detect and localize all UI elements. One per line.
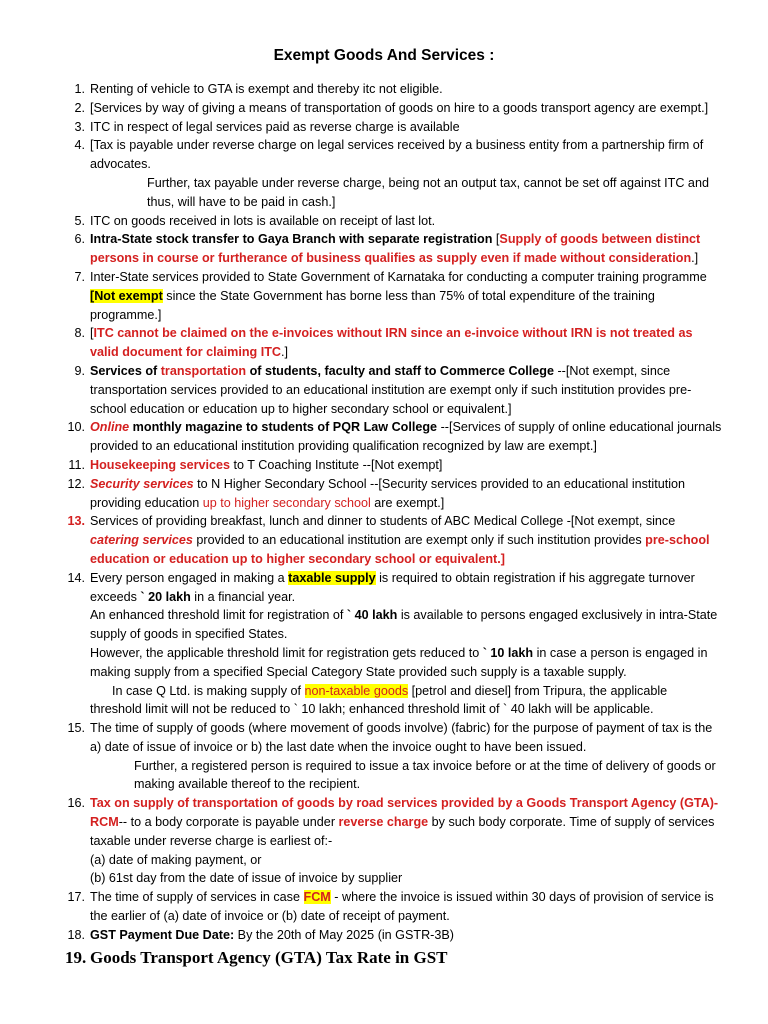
item-number: 15. — [67, 721, 85, 736]
text-span: By the 20th of May 2025 (in GSTR-3B) — [234, 927, 454, 942]
text-span: The time of supply of services in case — [90, 890, 304, 905]
list-item — [0, 888, 768, 926]
list-item — [0, 475, 768, 513]
list-item — [0, 268, 768, 324]
item-number: 5. — [74, 213, 85, 228]
red-italic-text: Security services — [90, 476, 194, 491]
item-paragraph: Further, a registered person is required to issue a tax invoice before or at the time of delivery of goods or making available thereof to the recipient. — [134, 758, 716, 792]
text-span: by such body corporate. Time of supply of services taxable under reverse charge is earliest of:- — [90, 815, 715, 848]
item-number: 7. — [74, 269, 85, 284]
item-text: ITC on goods received in lots is available on receipt of last lot. — [90, 213, 436, 228]
list-item — [0, 569, 768, 719]
text-span: An enhanced threshold limit for registration of — [90, 608, 347, 623]
text-span: in a financial year. — [190, 589, 296, 604]
text-span: provided to an educational institution are exempt only if such institution provides — [192, 533, 646, 548]
item-heading: Goods Transport Agency (GTA) Tax Rate in GST — [90, 947, 448, 967]
item-paragraph: [Tax is payable under reverse charge on legal services received by a business entity from a partnership firm of advocates. — [90, 138, 704, 172]
item-number: 8. — [74, 326, 85, 341]
item-number: 12. — [67, 476, 85, 491]
highlighted-text: non-taxable goods — [304, 683, 409, 698]
item-number: 17. — [67, 890, 85, 905]
text-span: .] — [281, 345, 289, 360]
text-span: --[Not exempt, since transportation services provided to an educational institution are exempt only if such institution provides pre-school education or education up to higher secondary school or equivalent.] — [90, 363, 692, 416]
text-span: Inter-State services provided to State Government of Karnataka for conducting a computer training programme — [90, 269, 707, 284]
list-item-heading — [0, 947, 768, 969]
text-span: are exempt.] — [370, 495, 445, 510]
list-item — [0, 456, 768, 475]
item-text — [90, 794, 722, 888]
item-number: 19. — [65, 947, 87, 967]
list-item — [0, 324, 768, 362]
item-paragraph — [90, 569, 722, 607]
text-span: .] — [691, 251, 699, 266]
item-paragraph: Further, tax payable under reverse charge, being not an output tax, cannot be set off against ITC and thus, will have to be paid in cash.] — [147, 175, 709, 209]
item-paragraph — [90, 682, 722, 720]
list-item — [0, 512, 768, 568]
item-text — [90, 475, 722, 513]
text-span: is available to persons engaged exclusively in intra-State supply of goods in specified States. — [90, 608, 718, 642]
item-paragraph: (a) date of making payment, or — [90, 852, 262, 867]
item-paragraph — [90, 606, 722, 644]
bold-text: ` 40 lakh — [346, 608, 398, 623]
red-bold-text: Supply of goods between distinct persons in course or furtherance of business qualifies as supply even if made without consideration — [90, 232, 701, 266]
text-span: Every person engaged in making a — [90, 570, 289, 585]
bold-text: monthly magazine to students of PQR Law College — [129, 420, 438, 435]
list-item — [0, 418, 768, 456]
list-item — [0, 80, 768, 99]
item-number: 3. — [74, 119, 85, 134]
item-text: ITC in respect of legal services paid as reverse charge is available — [90, 119, 460, 134]
text-span: in case a person is engaged in making supply from a specified Special Category State provided such supply is a taxable supply. — [90, 645, 708, 679]
item-paragraph: The time of supply of goods (where movement of goods involve) (fabric) for the purpose of payment of tax is the a) date of issue of invoice or b) the last date when the invoice ought to have been issued. — [90, 721, 713, 754]
bold-text: of students, faculty and staff to Commerce College — [246, 363, 554, 378]
text-span: since the State Government has borne less than 75% of total expenditure of the training programme.] — [90, 288, 655, 322]
text-span: --[Services of supply of online educational journals provided to an educational institution providing qualification recognized by law are exempt.] — [90, 420, 722, 454]
text-span: - where the invoice is issued within 30 days of provision of service is the earlier of (a) date of invoice or (b) date of receipt of payment. — [90, 890, 714, 924]
text-span: However, the applicable threshold limit for registration gets reduced to — [90, 645, 483, 660]
text-span: is required to obtain registration if his aggregate turnover exceeds — [90, 570, 695, 604]
bold-text: Services of — [90, 363, 161, 378]
item-paragraph — [90, 644, 722, 682]
red-bold-text: pre-school education or education up to higher secondary school or equivalent.] — [90, 533, 710, 566]
item-number: 16. — [67, 796, 85, 811]
bold-text: ` 10 lakh — [482, 645, 534, 660]
bold-text: GST Payment Due Date: — [90, 927, 235, 942]
item-text — [90, 268, 722, 324]
bold-text: ` 20 lakh — [140, 589, 191, 604]
list-item — [0, 719, 768, 794]
item-number: 18. — [67, 927, 85, 942]
item-text: [Services by way of giving a means of transportation of goods on hire to a goods transport agency are exempt.] — [90, 100, 709, 115]
item-number: 9. — [74, 363, 85, 378]
text-span: [petrol and diesel] from Tripura, the applicable threshold limit will not be reduced to ` 10 lakh; enhanced threshold limit of ` 40 lakh will be applicable. — [90, 683, 668, 717]
text-span: [ — [90, 326, 94, 341]
item-paragraph — [90, 794, 722, 850]
red-text: up to higher secondary school — [202, 495, 371, 510]
page-title: Exempt Goods And Services : — [273, 47, 495, 64]
list-item — [0, 926, 768, 945]
bold-text: Intra-State stock transfer to Gaya Branch with separate registration — [90, 232, 493, 247]
list-item — [0, 212, 768, 231]
red-bold-text: reverse charge — [338, 815, 429, 830]
highlighted-text: FCM — [303, 890, 331, 905]
item-number: 2. — [74, 100, 85, 115]
list-item — [0, 362, 768, 418]
item-text — [90, 569, 722, 719]
list-item — [0, 99, 768, 118]
list-item — [0, 118, 768, 137]
text-span: In case Q Ltd. is making supply of — [112, 683, 305, 698]
item-number: 6. — [74, 232, 85, 247]
red-italic-text: Online — [90, 420, 130, 435]
item-text — [90, 888, 722, 926]
red-bold-text: Housekeeping services — [90, 457, 231, 472]
item-text — [90, 512, 722, 568]
item-text — [90, 362, 722, 418]
item-paragraph: (b) 61st day from the date of issue of invoice by supplier — [90, 871, 403, 886]
item-number: 4. — [74, 138, 85, 153]
red-bold-text: ITC cannot be claimed on the e-invoices without IRN since an e-invoice without IRN is not treated as valid document for claiming ITC — [90, 326, 693, 360]
item-text — [90, 456, 722, 475]
list-item — [0, 230, 768, 268]
highlighted-text: taxable supply — [288, 570, 376, 585]
item-text — [90, 324, 722, 362]
item-text — [90, 136, 722, 211]
list-item — [0, 794, 768, 888]
item-number: 13. — [67, 514, 85, 529]
text-span: -- to a body corporate is payable under — [118, 815, 339, 830]
list-item — [0, 136, 768, 211]
text-span: Services of providing breakfast, lunch and dinner to students of ABC Medical College -[Not exempt, since — [90, 514, 676, 529]
item-text — [90, 926, 722, 945]
red-bold-text: Tax on supply of transportation of goods by road services provided by a Goods Transport Agency (GTA)- RCM — [90, 796, 719, 830]
item-text — [90, 230, 722, 268]
item-text — [90, 719, 722, 794]
item-number: 1. — [74, 82, 85, 96]
text-span: [ — [492, 232, 500, 247]
item-text: Renting of vehicle to GTA is exempt and thereby itc not eligible. — [90, 82, 443, 96]
item-number: 11. — [68, 457, 85, 472]
item-list — [0, 80, 768, 969]
item-number: 10. — [67, 420, 85, 435]
item-text — [90, 418, 722, 456]
highlighted-text: [Not exempt — [90, 288, 163, 303]
text-span: to T Coaching Institute --[Not exempt] — [230, 457, 443, 472]
text-span: to N Higher Secondary School --[Security services provided to an educational institution providing education — [90, 476, 686, 510]
red-bold-text: transportation — [160, 363, 247, 378]
item-number: 14. — [67, 570, 85, 585]
red-italic-text: catering services — [90, 533, 193, 548]
